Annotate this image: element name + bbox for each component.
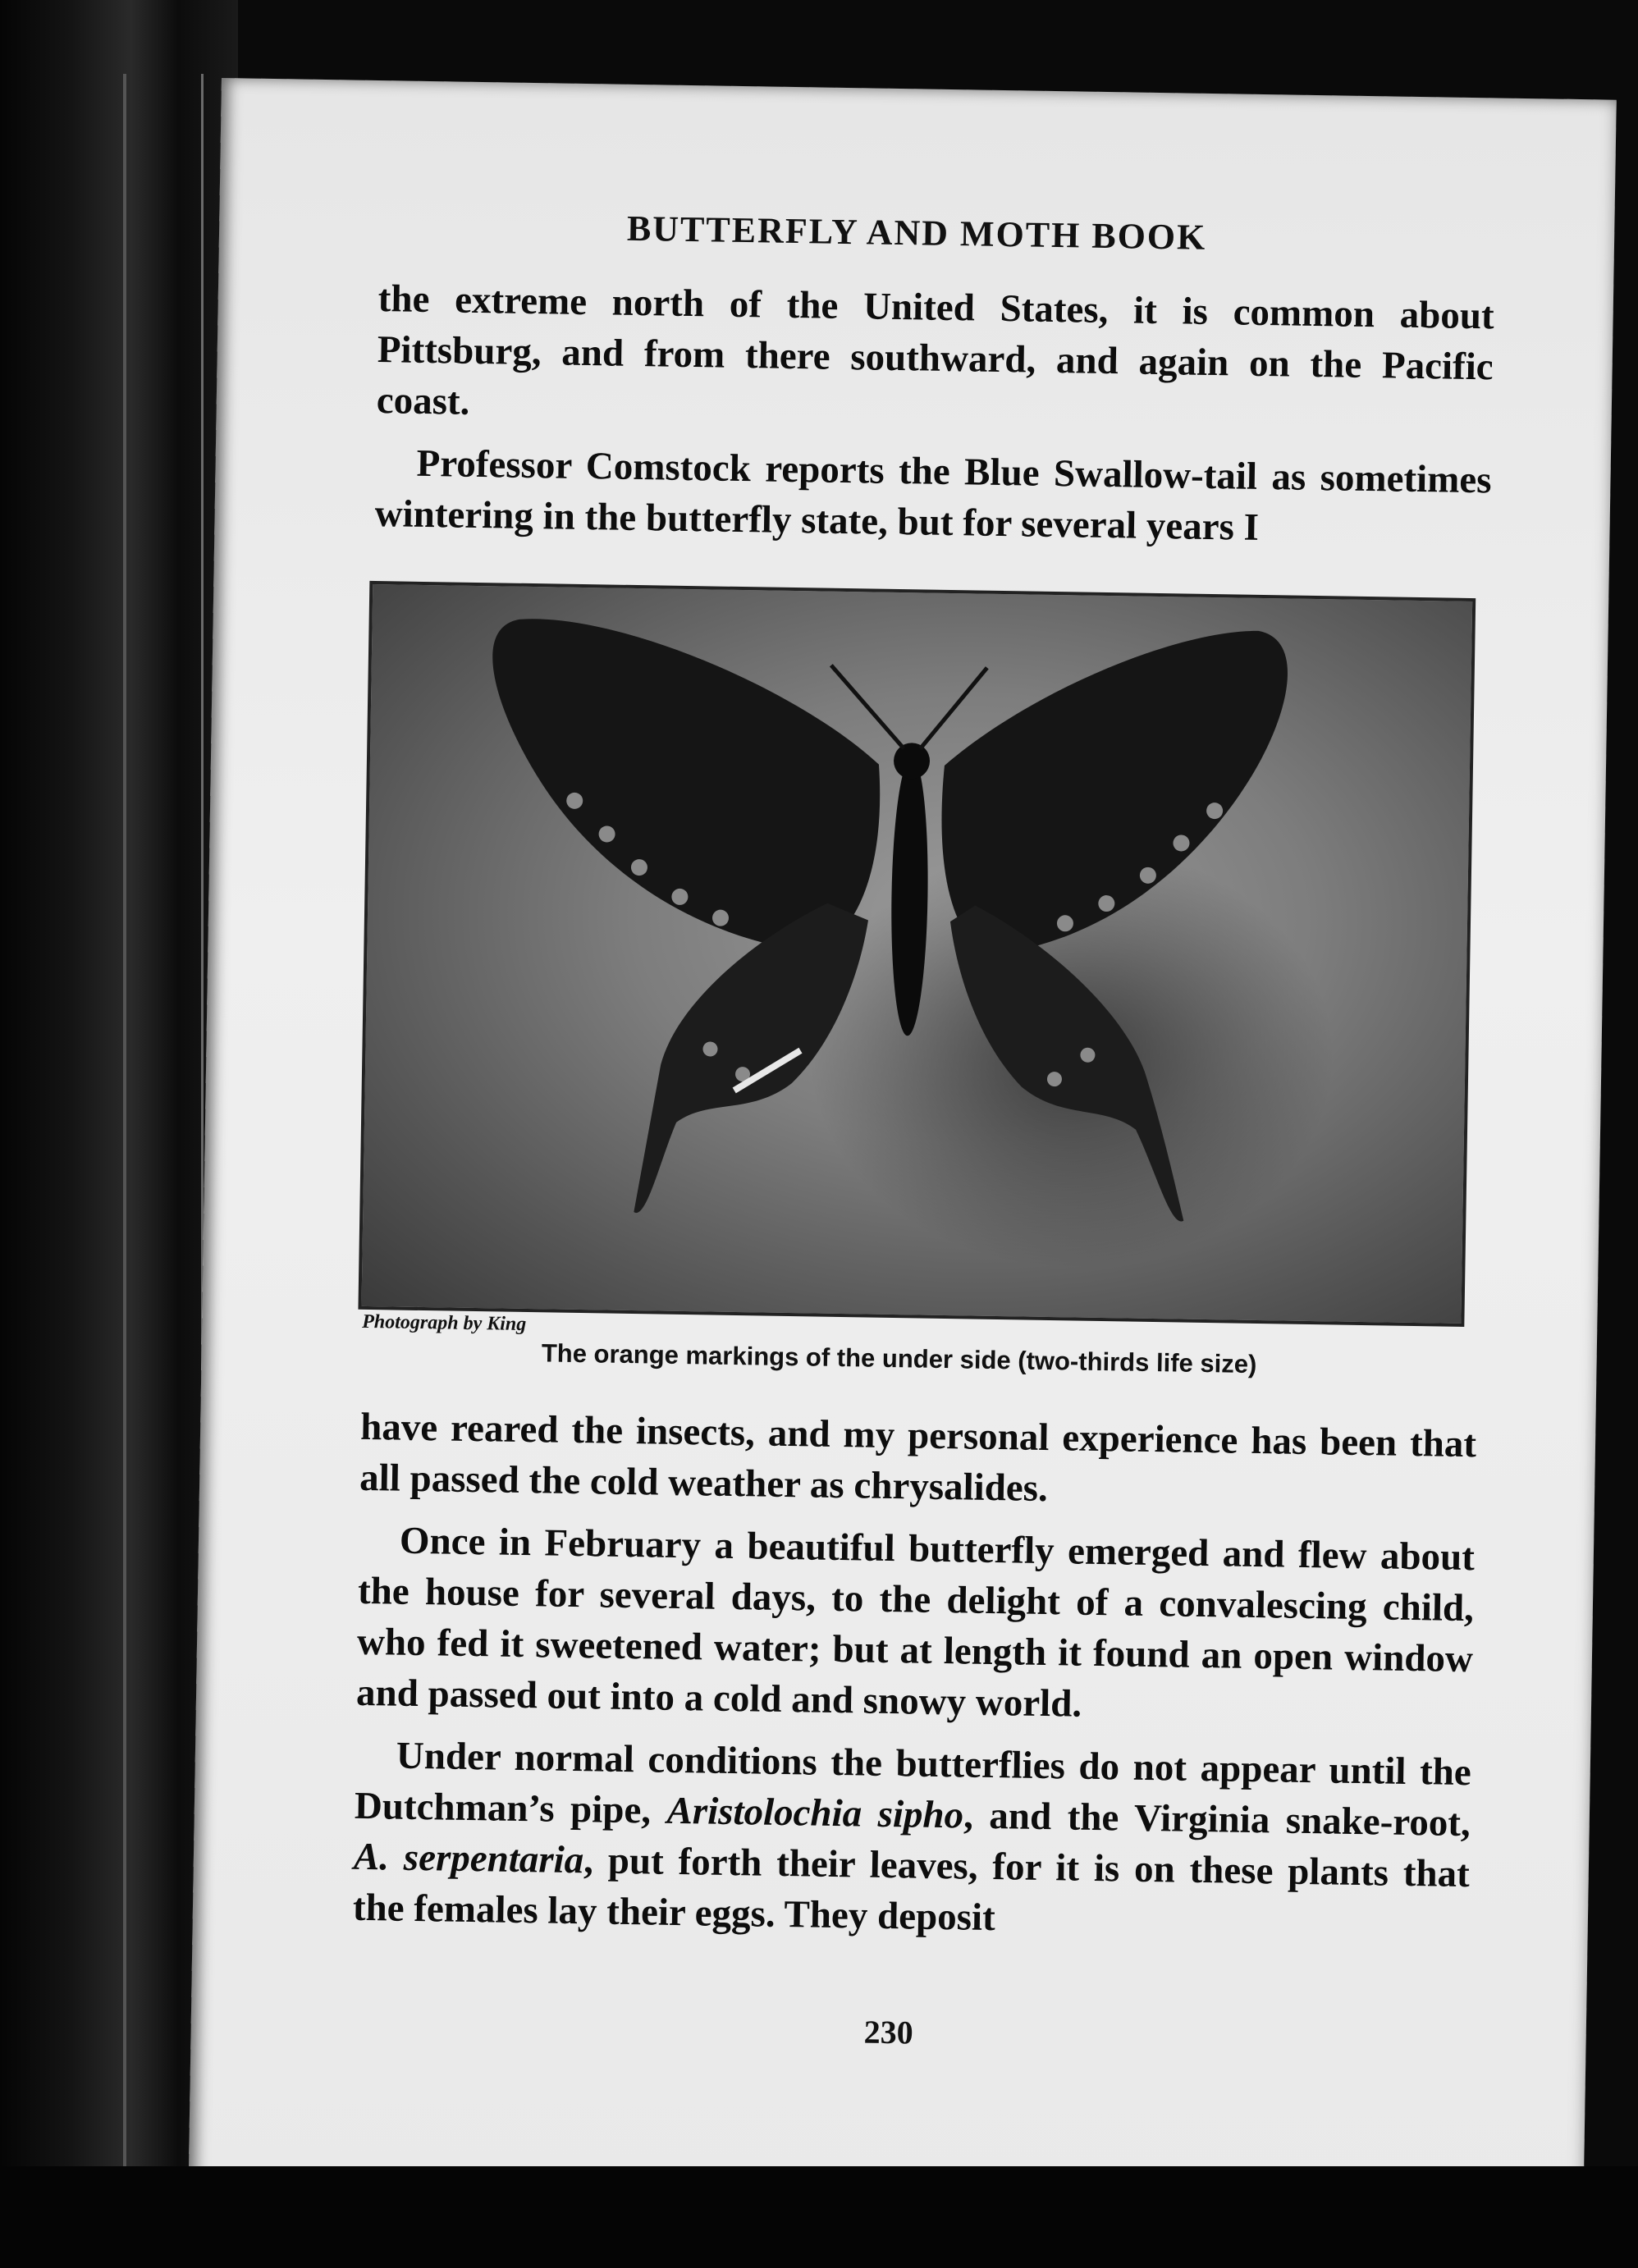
scan-bottom-edge [0,2166,1638,2268]
paragraph: Once in February a beautiful butterfly emerged and flew about the house for several days, to the delight of a convalescing child, who fed it sweetened water; but at length it found an open window and passed out into a cold and snowy world. [355,1519,1476,1726]
species-name: Aristolochia sipho [666,1789,964,1837]
species-name: A. serpentaria [353,1835,584,1882]
butterfly-head [894,743,931,780]
text-run: , and the Virginia snake-root, [963,1794,1471,1845]
butterfly-illustration [362,584,1473,1324]
text-run: Under normal conditions the butterflies do not appear until the Dutchman’s pipe, [354,1734,1472,1832]
text-block-bottom [352,1401,1476,1962]
paragraph: Professor Comstock reports the Blue Swallow-tail as sometimes wintering in the butterfly state, but for several years I [374,441,1492,549]
paragraph: the extreme north of the United States, it is common about Pittsburg, and from there southward, and again on the Pacific coast. [376,277,1495,423]
page-number: 230 [863,2013,914,2051]
text-block-top [374,273,1494,568]
butterfly-photograph [358,581,1476,1327]
book-page [188,78,1616,2225]
right-antenna [920,666,987,749]
figure-caption: The orange markings of the under side (two-thirds life size) [541,1338,1257,1379]
left-forewing [488,619,883,953]
paragraph [353,1730,1472,1950]
running-head: BUTTERFLY AND MOTH BOOK [626,208,1207,258]
photo-credit: Photograph by King [362,1310,527,1336]
binding-edge-line [123,74,126,2174]
text-run: , put forth their leaves, for it is on these plants that the females lay their eggs. They deposit [352,1839,1471,1940]
paragraph: have reared the insects, and my personal experience has been that all passed the cold weather as chrysalides. [359,1405,1477,1511]
